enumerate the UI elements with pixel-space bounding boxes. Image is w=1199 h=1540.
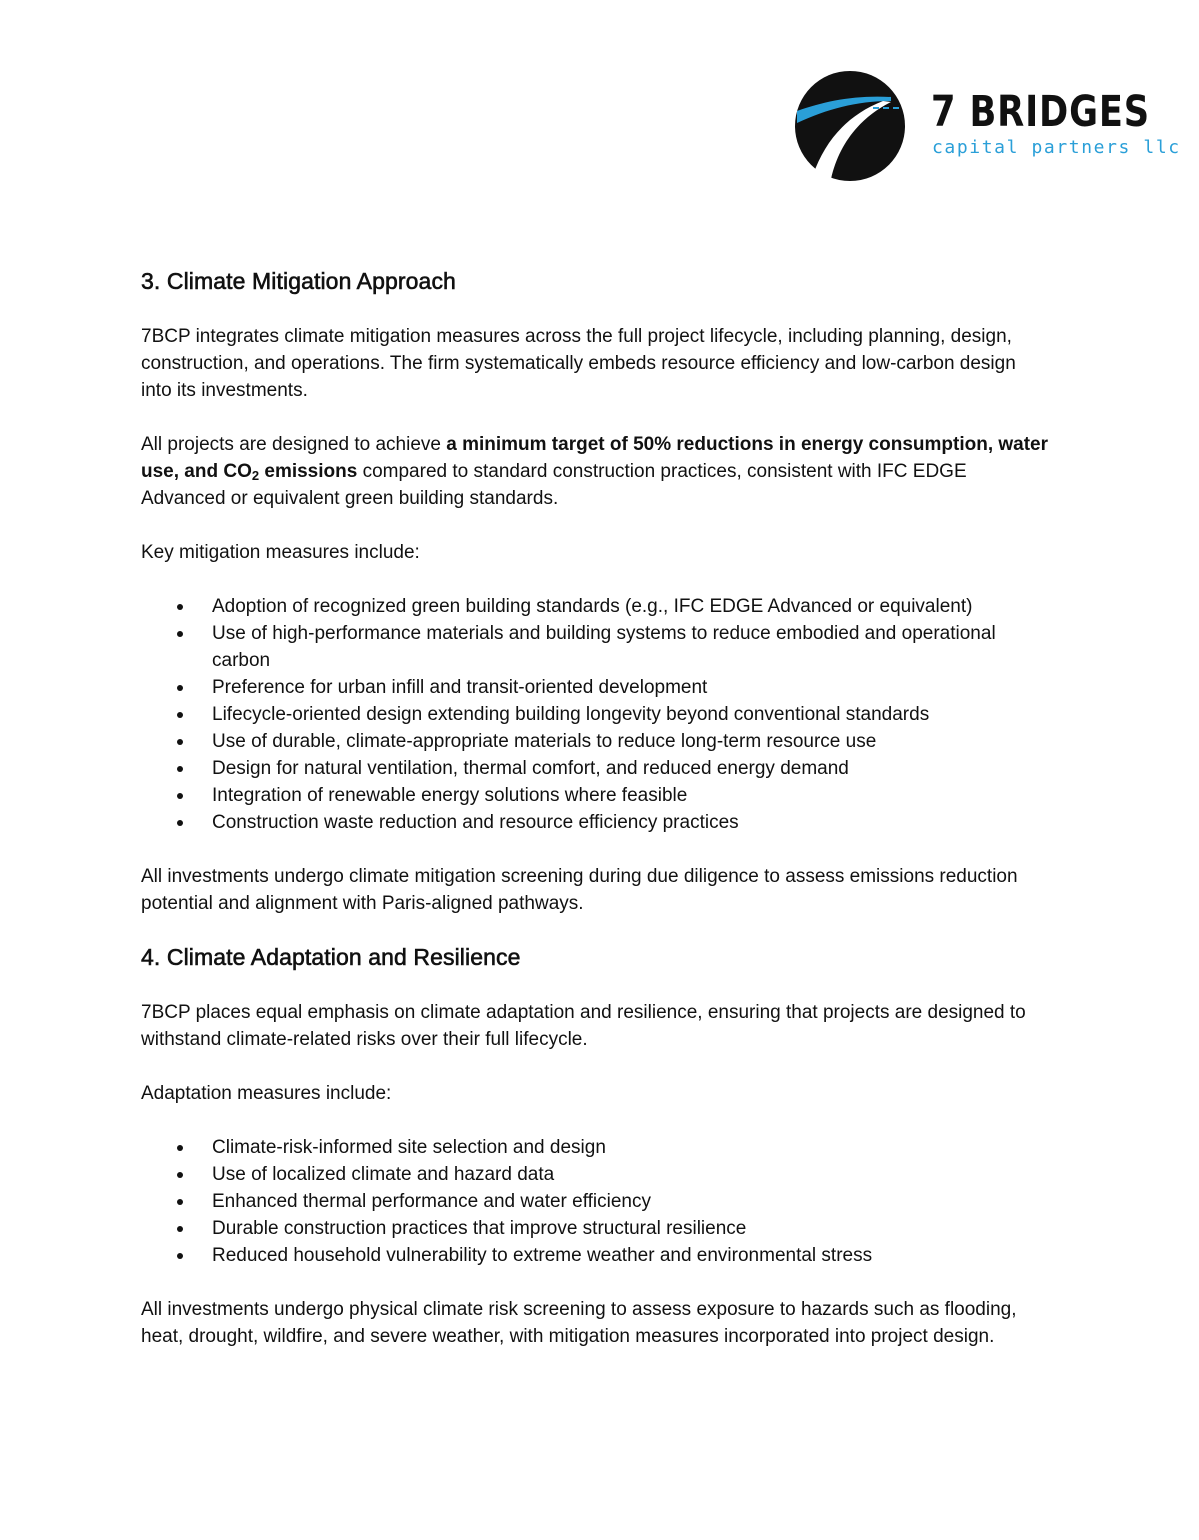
co2-subscript: 2	[251, 468, 260, 483]
section-3-paragraph-1: 7BCP integrates climate mitigation measures across the full project lifecycle, including planning, design, construction, and operations. The firm systematically embeds resource efficiency and low-carbon design into its investments.	[141, 326, 1016, 401]
adaptation-measures-list	[141, 1134, 1051, 1269]
list-item: Climate-risk-informed site selection and design	[141, 1134, 1051, 1161]
logo-subtitle: capital partners llc	[932, 137, 1181, 158]
adaptation-list-intro: Adaptation measures include:	[141, 1083, 392, 1104]
section-4-heading: 4. Climate Adaptation and Resilience	[141, 944, 521, 970]
section-3-heading: 3. Climate Mitigation Approach	[141, 268, 456, 294]
list-item: Preference for urban infill and transit-oriented development	[141, 674, 1051, 701]
section-4-closing: All investments undergo physical climate risk screening to assess exposure to hazards such as flooding, heat, drought, wildfire, and severe weather, with mitigation measures incorporated into project design.	[141, 1299, 1017, 1347]
mitigation-measures-list	[141, 593, 1051, 836]
list-item: Reduced household vulnerability to extreme weather and environmental stress	[141, 1242, 1051, 1269]
para-2-bold-emissions: emissions	[259, 461, 358, 482]
list-item: Adoption of recognized green building standards (e.g., IFC EDGE Advanced or equivalent)	[141, 593, 1051, 620]
list-item: Use of localized climate and hazard data	[141, 1161, 1051, 1188]
list-item: Integration of renewable energy solutions where feasible	[141, 782, 1051, 809]
company-logo	[795, 71, 1181, 181]
list-item: Enhanced thermal performance and water efficiency	[141, 1188, 1051, 1215]
section-4-paragraph-1: 7BCP places equal emphasis on climate adaptation and resilience, ensuring that projects are designed to withstand climate-related risks over their full lifecycle.	[141, 1002, 1026, 1050]
list-item: Lifecycle-oriented design extending building longevity beyond conventional standards	[141, 701, 1051, 728]
para-2-bold-target: a minimum target of 50% reductions in energy consumption, water use, and CO	[141, 434, 1049, 482]
section-3-closing: All investments undergo climate mitigation screening during due diligence to assess emissions reduction potential and alignment with Paris-aligned pathways.	[141, 866, 1018, 914]
list-item: Durable construction practices that improve structural resilience	[141, 1215, 1051, 1242]
list-item: Use of durable, climate-appropriate materials to reduce long-term resource use	[141, 728, 1051, 755]
bridge-road-logo-icon	[795, 71, 905, 181]
mitigation-list-intro: Key mitigation measures include:	[141, 542, 420, 563]
para-2-intro: All projects are designed to achieve	[141, 434, 447, 455]
list-item: Use of high-performance materials and building systems to reduce embodied and operational carbon	[141, 620, 1051, 674]
list-item: Design for natural ventilation, thermal comfort, and reduced energy demand	[141, 755, 1051, 782]
para-2-rest: compared to standard construction practices, consistent with IFC EDGE Advanced or equivalent green building standards.	[141, 461, 967, 509]
list-item: Construction waste reduction and resource efficiency practices	[141, 809, 1051, 836]
document-body	[141, 264, 1051, 1350]
section-3-paragraph-2	[141, 431, 1051, 512]
logo-title: 7 BRIDGES	[931, 87, 1151, 137]
